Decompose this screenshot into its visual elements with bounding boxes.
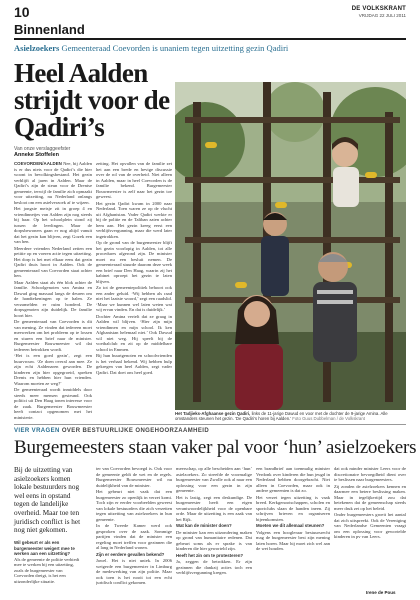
kicker-subline: Gemeenteraad Coevorden is unaniem tegen uitzetting gezin Qadiri — [61, 43, 289, 53]
paragraph: Zo tot de gemeentepolitiek behoort ook een ander geluid. ‘Wij hebben als raad niet het laatste woord,’ zegt een raadslid. ‘Maar we kunnen wel laten weten wat wij ervan vinden. En dat is duidelijk.’ — [96, 285, 172, 312]
paragraph: Meerdere vrienden Nederland zetten een petitie op en voeren actie tegen uitzetting. Het dorp is het met elkaar eens dat gezin Qadiri thuis hoort in Aalden. Ook de gemeenteraad van Coevorden staat achter hen. — [14, 245, 92, 278]
bottom-kicker-sub: OVER BESTUURLIJKE ONGEHOORZAAMHEID — [61, 428, 210, 434]
paragraph: Dochter Amina vertelt dat ze graag in Aalden wil blijven. ‘Hier zijn mijn vriendinnen en mijn school. Ik ken Afghanistan helemaal niet.’ Ook Dawud wil niet weg. Hij speelt bij de voetbalclub en zit op de middelbare school in Emmen. — [96, 313, 172, 352]
paragraph: Het gezin Qadiri kwam in 2000 naar Nederland. Toen waren ze op de vlucht uit Afghanistan. Vader Qadiri werkte er bij de politie en de Taliban zaten achter hem aan. Het gezin kreeg eerst een verblijfsvergunning, maar die werd later ingetrokken. — [96, 200, 172, 239]
paragraph: Het gebeurt niet vaak dat een burgemeester zo openlijk in verzet komt. Toch zijn er eerder voorbeelden geweest van lokale bestuurders die zich verzetten tegen uitzetting van asielzoekers in hun gemeente. — [96, 489, 172, 522]
article-divider — [14, 424, 406, 425]
paragraph: Volgens een hoogleraar bestuursrecht mag de burgemeester best zijn mening laten horen. Maar hij moet zich wel aan de wet houden. — [256, 529, 330, 551]
bottom-kicker — [14, 428, 209, 434]
question: Wat kan de minister doen? — [176, 523, 232, 528]
caption-lead: Het Tadjieks-Afghaanse gezin Qadiri, — [175, 411, 251, 416]
bottom-intro: Bij de uitzetting van asielzoekers komen lokale bestuurders nog wel eens in opstand tegen de landelijke overheid. Maar toe ten juridisch conflict is het nog niet gekomen. — [14, 466, 81, 535]
family-photo-illustration — [175, 82, 406, 410]
bottom-column-2 — [96, 466, 172, 596]
paragraph: De minister kan een uitzondering maken op grond van humanitaire redenen. Dat gebeurt soms als er sprake is van kinderen die hier geworteld zijn. — [176, 529, 252, 551]
byline-name: Anneke Stoffelen — [14, 152, 59, 158]
section-divider — [14, 38, 406, 40]
article-column-1 — [14, 161, 92, 421]
section-title: Binnenland — [14, 22, 85, 37]
question: Zijn er eerdere gevallen bekend? — [96, 551, 165, 557]
author-name: Irene de Pous — [366, 590, 396, 595]
paragraph: een brandbrief aan toenmalig minister Verdonk over kinderen die hun jeugd in Nederland hebben doorgebracht. Niet alleen in Coevorden, maar ook in andere gemeenten is dat zo. — [256, 466, 330, 493]
paragraph: Het is lastig, zegt een deskundige. De burgemeester heeft een eigen verantwoordelijkheid voor de openbare orde. Maar de uitzetting is een zaak van het Rijk. — [176, 494, 252, 522]
paragraph: Het verzet tegen uitzetting is vaak breed. Kerkgenootschappen, scholen en sportclubs slaan de handen ineen. Zij schrijven brieven en organiseren bijeenkomsten. — [256, 494, 330, 522]
paragraph: Onder burgemeesters groeit het aantal dat zich uitspreekt. Ook de Vereniging van Nederlandse Gemeenten vraagt om een oplossing voor gewortelde kinderen in pv van Leers. — [334, 512, 406, 539]
bottom-headline: Burgemeesters staan vaker pal voor ‘hun’ asielzoekers — [14, 437, 417, 458]
paragraph: De gemeenteraad van Coevorden is dit van mening. Ze vinden dat iedereen moet meewerken om het probleem op te lossen en sturen een brief naar de minister. Burgemeester Bouwmeester wil dat iedereen betrokken wordt. — [14, 319, 92, 352]
paper-date: VRIJDAG 22 JULI 2011 — [358, 13, 406, 18]
paragraph: ‘Het is een goed gezin’, zegt een buurvrouw. ‘Ze doen overal aan mee. Ze zijn echt Aaldenaren geworden. De kinderen zijn hier opgegroeid, spreken Drents en hebben hier hun vrienden. Waarom moeten ze weg?’ — [14, 353, 92, 386]
paper-name: DE VOLKSKRANT — [351, 6, 406, 12]
answer: Als de gemeente de politie verbiedt mee te werken bij een uitzetting, zoals de burgemeester van Coevorden dreigt, is het een uitzonderlijke situatie. — [14, 556, 80, 584]
page-number: 10 — [14, 4, 30, 20]
paragraph: meerschap, op alle bescheiden aan ‘hun’ asielzoekers. Zo streefde de voormalige burgemeester van Zwolle ook al naar een oplossing voor een gezin in zijn gemeente. — [176, 466, 252, 493]
byline-label: Van onze verslaggeefster — [14, 146, 71, 152]
family-photo — [175, 82, 406, 410]
question: Wil gebeurt er als een burgemeester weigert mee te werken aan een uitzetting? — [14, 540, 75, 556]
masthead — [14, 6, 406, 22]
paragraph: Op de grond van de burgemeester blijft het gezin voorlopig in Aalden, tot alle procedures afgerond zijn. De minister moet nu een besluit nemen. De gemeenteraad stuurde daarom deze week een brief naar Den Haag, waarin zij het kabinet oproept het gezin te laten blijven. — [96, 240, 172, 284]
paragraph: Jawel. Het is niet uniek. In 2006 weigerde een burgemeester in Limburg de medewerking van zijn politie. Maar ook toen is het nooit tot een echt juridisch conflict gekomen. — [96, 558, 172, 585]
paragraph: De gemeenteraad wordt inmiddels door steeds meer mensen gesteund. Ook politici uit Den Haag tonen interesse voor de zaak. Burgemeester Bouwmeester heeft contact opgenomen met het ministerie. — [14, 387, 92, 420]
question: Moeten we dit allemaal steunen? — [256, 523, 325, 528]
dateline: COEVORDEN/AALDEN — [14, 161, 62, 166]
paragraph: ter van Coevorden bevoegd is. Ook voor de gemeente geldt de wet en de regels. Burgemeester Bouwmeester wil nu duidelijkheid van de minister. — [96, 466, 172, 488]
bottom-column-3 — [176, 466, 252, 596]
article-column-2 — [96, 161, 172, 421]
bottom-column-4 — [256, 466, 330, 596]
photo-credit: Foto Guus Dubbelman / de Volkskrant — [292, 416, 365, 422]
photo-caption — [175, 411, 406, 421]
paragraph: Ja, zeggen de betrokken. Er zijn gezinnen die dankzij acties toch een verblijfsvergunning kregen. — [176, 559, 252, 575]
paragraph: Bij hun buurtgenoten en schoolvrienden is het verhaal bekend. Wij hebben hulp gekregen van heel Aalden, zegt vader Qadiri. Dat doet ons heel goed. — [96, 353, 172, 375]
paragraph: zetting. Het opvallen van de familie zet het aan een brede en hevige discussie over de rol van de overheid. Niet alleen in Aalden, maar in heel Coevorden is de familie bekend. Burgemeester Bouwmeester is zelf naar het gezin toe geweest. — [96, 161, 172, 199]
bottom-intro-body — [14, 540, 82, 584]
paragraph: Het jongste meisje zit in groep 4 en vriendinnetjes van Aalden zijn nog steeds bij haar. Op het schoolplein stond zij tussen de leerlingen. Maar de dorpsbewoners gaan er nog altijd vanuit dat het gezin kan blijven, zegt Gozek een van hen. — [14, 206, 92, 244]
paragraph: Zij zonden de asielzoekers kennen en daarmee een betere beslissing maken. Maar in tegelijkertijd zou dat betekenen dat de gemeenschap steeds meer druk zet op het beleid. — [334, 483, 406, 511]
bottom-kicker-main: VIER VRAGEN — [14, 428, 60, 434]
paragraph: dat ook minder minister Leers voor de discretionaire bevoegdheid dient over te beslissen naar burgemeesters. — [334, 466, 406, 482]
question: Heeft het zin om te protesteren? — [176, 552, 244, 558]
kicker: Asielzoekers — [14, 43, 60, 53]
headline: Heel Aalden strijdt voor de Qadiri’s — [14, 58, 170, 142]
kicker-line — [14, 43, 406, 53]
paragraph: In de Tweede Kamer werd ook gesproken over de zaak. Sommige partijen vinden dat de minister een regeling moet treffen voor gezinnen die al lang in Nederland wonen. — [96, 523, 172, 550]
paragraph: COEVORDEN/AALDEN Nee, bij Aalden is er dus niets voor de Qadiri’s die hier woont in bevolkingsbestand. Het gezin verblijft al jaren in Aalden. Maar de Qadiri’s zijn de steun voor de Drentse gemeente, terwijl de familie zich opmaakt voor uitzetting, nu Nederland onlangs besloot om een asielverzoek af te wijzen. — [14, 161, 92, 205]
caption-text: links de 11-jarige Dawud en voor met de dochter de 9-jarige Amina. Alle omstanders steunen het gezin. ‘De Qadiri’s horen bij Aalden.’ — [175, 411, 388, 422]
bottom-column-5 — [334, 466, 406, 588]
paragraph: Maar Aalden staat als één blok achter de familie. Schoolgenoten van Amina en Dawud ging massaal langs de deuren om de handtekeningen op te halen. Ze verzamelden er ruim honderd. De dorpsgenoten zijn duidelijk. De familie hoort hier. — [14, 279, 92, 318]
